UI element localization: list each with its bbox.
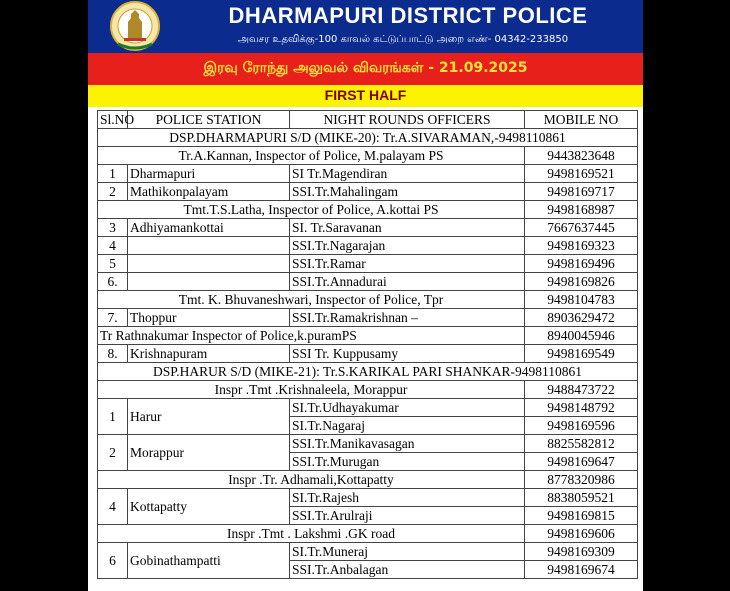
- mobile-number: 9498169674: [525, 561, 638, 579]
- inspector-name: Inspr .Tmt .Krishnaleela, Morappur: [98, 381, 525, 399]
- page-title: DHARMAPURI DISTRICT POLICE: [228, 3, 588, 28]
- table-row: [98, 219, 638, 237]
- station-name: Adhiyamankottai: [128, 219, 290, 237]
- inspector-name: Tmt. K. Bhuvaneshwari, Inspector of Police, Tpr: [98, 291, 525, 309]
- dsp-heading: DSP.HARUR S/D (MIKE-21): Tr.S.KARIKAL PARI SHANKAR-9498110861: [98, 363, 638, 381]
- station-name: Kottapatty: [128, 489, 290, 525]
- officer-name: SSI.Tr.Murugan: [290, 453, 525, 471]
- officer-name: SI. Tr.Saravanan: [290, 219, 525, 237]
- table-row: [98, 183, 638, 201]
- station-name: Mathikonpalayam: [128, 183, 290, 201]
- officer-name: SSI.Tr.Anbalagan: [290, 561, 525, 579]
- serial-number: 4: [98, 237, 128, 255]
- officer-name: SSI Tr. Kuppusamy: [290, 345, 525, 363]
- station-name: Harur: [128, 399, 290, 435]
- helpline-text: அவசர உதவிக்கு-100 காவல் கட்டுப்பாட்டு அறை எண்- 04342-233850: [237, 34, 569, 45]
- police-emblem-icon: [106, 0, 164, 53]
- mobile-number: 9443823648: [525, 147, 638, 165]
- officer-name: SSI.Tr.Ramakrishnan –: [290, 309, 525, 327]
- night-rounds-table: [97, 110, 638, 579]
- inspector-row: [98, 525, 638, 543]
- station-name: Krishnapuram: [128, 345, 290, 363]
- serial-number: 1: [98, 399, 128, 435]
- document-page: [88, 0, 643, 591]
- table-row: [98, 399, 638, 417]
- officer-name: SSI.Tr.Manikavasagan: [290, 435, 525, 453]
- officer-name: SI.Tr.Rajesh: [290, 489, 525, 507]
- header-station: POLICE STATION: [128, 111, 290, 129]
- mobile-number: 9498169521: [525, 165, 638, 183]
- mobile-number: 9498104783: [525, 291, 638, 309]
- half-label: FIRST HALF: [324, 87, 407, 103]
- inspector-row: [98, 147, 638, 165]
- mobile-number: 8838059521: [525, 489, 638, 507]
- officer-name: SI.Tr.Nagaraj: [290, 417, 525, 435]
- inspector-row: [98, 327, 638, 345]
- table-row: [98, 435, 638, 453]
- station-name: Dharmapuri: [128, 165, 290, 183]
- officer-name: SSI.Tr.Nagarajan: [290, 237, 525, 255]
- header-mobile: MOBILE NO: [525, 111, 638, 129]
- station-name: Gobinathampatti: [128, 543, 290, 579]
- mobile-number: 8778320986: [525, 471, 638, 489]
- mobile-number: 8903629472: [525, 309, 638, 327]
- table-row: [98, 255, 638, 273]
- station-name: [128, 237, 290, 255]
- officer-name: SI.Tr.Udhayakumar: [290, 399, 525, 417]
- table-row: [98, 543, 638, 561]
- mobile-number: 9498168987: [525, 201, 638, 219]
- mobile-number: 9498169647: [525, 453, 638, 471]
- station-name: Morappur: [128, 435, 290, 471]
- serial-number: 2: [98, 183, 128, 201]
- officer-name: SI Tr.Magendiran: [290, 165, 525, 183]
- mobile-number: 9498169717: [525, 183, 638, 201]
- dsp-row: [98, 363, 638, 381]
- mobile-number: 9498169826: [525, 273, 638, 291]
- dsp-heading: DSP.DHARMAPURI S/D (MIKE-20): Tr.A.SIVARAMAN,-9498110861: [98, 129, 638, 147]
- mobile-number: 9498169549: [525, 345, 638, 363]
- serial-number: 3: [98, 219, 128, 237]
- station-name: [128, 273, 290, 291]
- mobile-number: 9498169323: [525, 237, 638, 255]
- serial-number: 6: [98, 543, 128, 579]
- inspector-name: Tr Rathnakumar Inspector of Police,k.puramPS: [98, 327, 525, 345]
- inspector-name: Tmt.T.S.Latha, Inspector of Police, A.kottai PS: [98, 201, 525, 219]
- inspector-row: [98, 381, 638, 399]
- serial-number: 8.: [98, 345, 128, 363]
- mobile-number: 9498169815: [525, 507, 638, 525]
- station-name: Thoppur: [128, 309, 290, 327]
- header-banner: [88, 0, 643, 53]
- serial-number: 6.: [98, 273, 128, 291]
- table-row: [98, 309, 638, 327]
- serial-number: 2: [98, 435, 128, 471]
- officer-name: SSI.Tr.Ramar: [290, 255, 525, 273]
- officer-name: SI.Tr.Muneraj: [290, 543, 525, 561]
- mobile-number: 7667637445: [525, 219, 638, 237]
- mobile-number: 9498148792: [525, 399, 638, 417]
- officer-name: SSI.Tr.Annadurai: [290, 273, 525, 291]
- serial-number: 1: [98, 165, 128, 183]
- officer-name: SSI.Tr.Arulraji: [290, 507, 525, 525]
- mobile-number: 9498169309: [525, 543, 638, 561]
- mobile-number: 9498169596: [525, 417, 638, 435]
- serial-number: 7.: [98, 309, 128, 327]
- station-name: [128, 255, 290, 273]
- inspector-name: Inspr .Tmt . Lakshmi .GK road: [98, 525, 525, 543]
- serial-number: 4: [98, 489, 128, 525]
- half-bar: [88, 85, 643, 107]
- inspector-name: Tr.A.Kannan, Inspector of Police, M.palayam PS: [98, 147, 525, 165]
- mobile-number: 8940045946: [525, 327, 638, 345]
- subtitle-bar: [88, 53, 643, 85]
- mobile-number: 9498169606: [525, 525, 638, 543]
- inspector-row: [98, 471, 638, 489]
- table-row: [98, 237, 638, 255]
- table-row: [98, 345, 638, 363]
- table-row: [98, 489, 638, 507]
- table-header-row: [98, 111, 638, 129]
- mobile-number: 9498169496: [525, 255, 638, 273]
- officer-name: SSI.Tr.Mahalingam: [290, 183, 525, 201]
- mobile-number: 9488473722: [525, 381, 638, 399]
- subtitle: இரவு ரோந்து அலுவல் விவரங்கள் - 21.09.2025: [203, 60, 528, 76]
- inspector-row: [98, 291, 638, 309]
- serial-number: 5: [98, 255, 128, 273]
- table-row: [98, 165, 638, 183]
- header-sl: Sl.NO: [98, 111, 128, 129]
- inspector-name: Inspr .Tr. Adhamali,Kottapatty: [98, 471, 525, 489]
- header-officers: NIGHT ROUNDS OFFICERS: [290, 111, 525, 129]
- inspector-row: [98, 201, 638, 219]
- table-row: [98, 273, 638, 291]
- dsp-row: [98, 129, 638, 147]
- mobile-number: 8825582812: [525, 435, 638, 453]
